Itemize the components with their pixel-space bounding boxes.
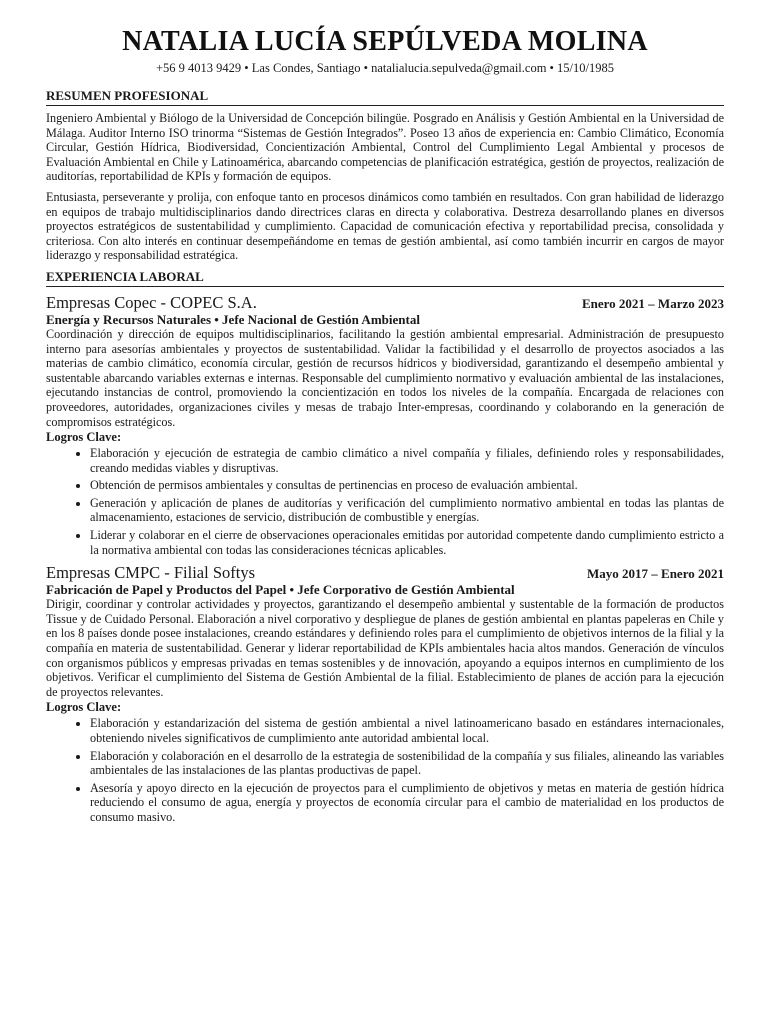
achievement-item: • Elaboración y estandarización del sistema de gestión ambiental a nivel latinoamericano basado en estándares internacionales, obteniendo niveles significativos de cumplimiento ante autoridad ambiental local. xyxy=(90,716,724,745)
job-role: Fabricación de Papel y Productos del Papel • Jefe Corporativo de Gestión Ambiental xyxy=(46,582,515,598)
job-description: Coordinación y dirección de equipos multidisciplinarios, facilitando la gestión ambiental empresarial. Administración de presupuesto interno para asesorías ambientales y proyectos de sustentabilidad. Validar la factibilidad y el desarrollo de proyectos asociados a las materias de cambio climático, economía circular, gestión de recursos hídricos y biodiversidad, garantizando el desempeño ambiental y sustentable abarcando variables externas e internas. Responsable del cumplimiento normativo y evaluación ambiental de las instalaciones, ejecutando instancias de control, promoviendo la concientización en todos los niveles de la compañía. Encargada de relaciones con proveedores, autoridades, organizaciones civiles y mesas de trabajo Inter-empresas, coordinando y colaborando en la generación de compromisos estratégicos. xyxy=(46,326,724,429)
job-description: Dirigir, coordinar y controlar actividades y proyectos, garantizando el desempeño ambiental y sustentable de la formación de productos Tissue y de Cuidado Personal. Elaboración a nivel corporativo y despliegue de planes de gestión ambiental en plantas papeleras en Chile y en los 8 países donde posee instalaciones, creando estándares y definiendo roles para el cumplimiento de objetivos internos de la filial y la compañía en materia de sustentabilidad. Generar y liderar reportabilidad de KPIs ambientales hacia altos mandos. Generación de vínculos con organismos públicos y empresas privadas en temas sostenibles y de innovación, apoyando a equipos internos en cumplimiento de los objetivos. Verificar el cumplimiento del Sistema de Gestión Ambiental de la filial. Establecimiento de planes de acción para la ejecución de proyectos relevantes. xyxy=(46,597,724,699)
achievement-item: • Elaboración y colaboración en el desarrollo de la estrategia de sostenibilidad de la compañía y sus filiales, alineando las variables ambientales de las instalaciones de las plantas productivas de papel. xyxy=(90,749,724,778)
achievements-list xyxy=(46,716,724,824)
company-name: Empresas CMPC - Filial Softys xyxy=(46,563,256,583)
summary-section-title: RESUMEN PROFESIONAL xyxy=(46,88,724,106)
summary-paragraph: Entusiasta, perseverante y prolija, con enfoque tanto en procesos dinámicos como también en resultados. Con gran habilidad de liderazgo en equipos de trabajo multidisciplinarios dando directrices claras en directa y colaborativa. Destreza desarrollando planes en diversos proyectos estratégicos de sustentabilidad y cumplimiento. Capacidad de comunicación efectiva y reportabilidad precisa, consolidada y criteriosa. Con alto interés en continuar desempeñándome en temas de gestión ambiental, así como también incurrir en cargos de mayor liderazgo y responsabilidad estratégica. xyxy=(46,189,724,263)
job-role: Energía y Recursos Naturales • Jefe Nacional de Gestión Ambiental xyxy=(46,311,420,327)
achievements-label: Logros Clave: xyxy=(46,700,122,715)
resume-page xyxy=(46,26,724,828)
achievement-item: • Asesoría y apoyo directo en la ejecución de proyectos para el cumplimiento de objetivos y metas en materia de gestión hídrica reduciendo el consumo de agua, energía y proyectos de economía circular para el cambio de materialidad en los productos de consumo masivo. xyxy=(90,781,724,825)
candidate-name: NATALIA LUCÍA SEPÚLVEDA MOLINA xyxy=(122,26,648,57)
job-entry xyxy=(46,293,724,557)
achievement-item: • Elaboración y ejecución de estrategia de cambio climático a nivel compañía y filiales, definiendo roles y responsabilidades, creando medidas viables y disruptivas. xyxy=(90,446,724,475)
achievement-item: • Obtención de permisos ambientales y consultas de pertinencias en proceso de evaluación ambiental. xyxy=(90,478,724,493)
achievements-label: Logros Clave: xyxy=(46,430,122,445)
job-dates: Enero 2021 – Marzo 2023 xyxy=(581,295,724,311)
achievement-item: • Generación y aplicación de planes de auditorías y verificación del cumplimiento normativo ambiental en todas las plantas de almacenamiento, estaciones de servicio, distribución de combustible y energías. xyxy=(90,496,724,525)
summary-paragraph: Ingeniero Ambiental y Biólogo de la Universidad de Concepción bilingüe. Posgrado en Análisis y Gestión Ambiental en la Universidad de Málaga. Auditor Interno ISO trinorma “Sistemas de Gestión Integrados”. Poseo 13 años de experiencia en: Cambio Climático, Economía Circular, Gestión Hídrica, Biodiversidad, Concientización Ambiental, Control del Cumplimiento Legal Ambiental y procesos de Evaluación Ambiental en Chile y Latinoamérica, abarcando competencias de planificación estratégica, gestión de proyectos, realización de auditorías, reportabilidad de KPIs y formación de equipos. xyxy=(46,111,724,184)
achievement-item: • Liderar y colaborar en el cierre de observaciones operacionales emitidas por autoridad competente dando cumplimiento estricto a la normativa ambiental con todas las consideraciones técnicas aplicables. xyxy=(90,528,724,557)
job-header xyxy=(46,293,724,312)
contact-line: +56 9 4013 9429 • Las Condes, Santiago • natalialucia.sepulveda@gmail.com • 15/10/1985 xyxy=(155,61,614,75)
company-name: Empresas Copec - COPEC S.A. xyxy=(46,292,257,312)
experience-section-title: EXPERIENCIA LABORAL xyxy=(46,269,724,287)
job-header xyxy=(46,563,724,582)
job-entry xyxy=(46,563,724,824)
achievements-list xyxy=(46,446,724,557)
job-dates: Mayo 2017 – Enero 2021 xyxy=(587,566,724,582)
